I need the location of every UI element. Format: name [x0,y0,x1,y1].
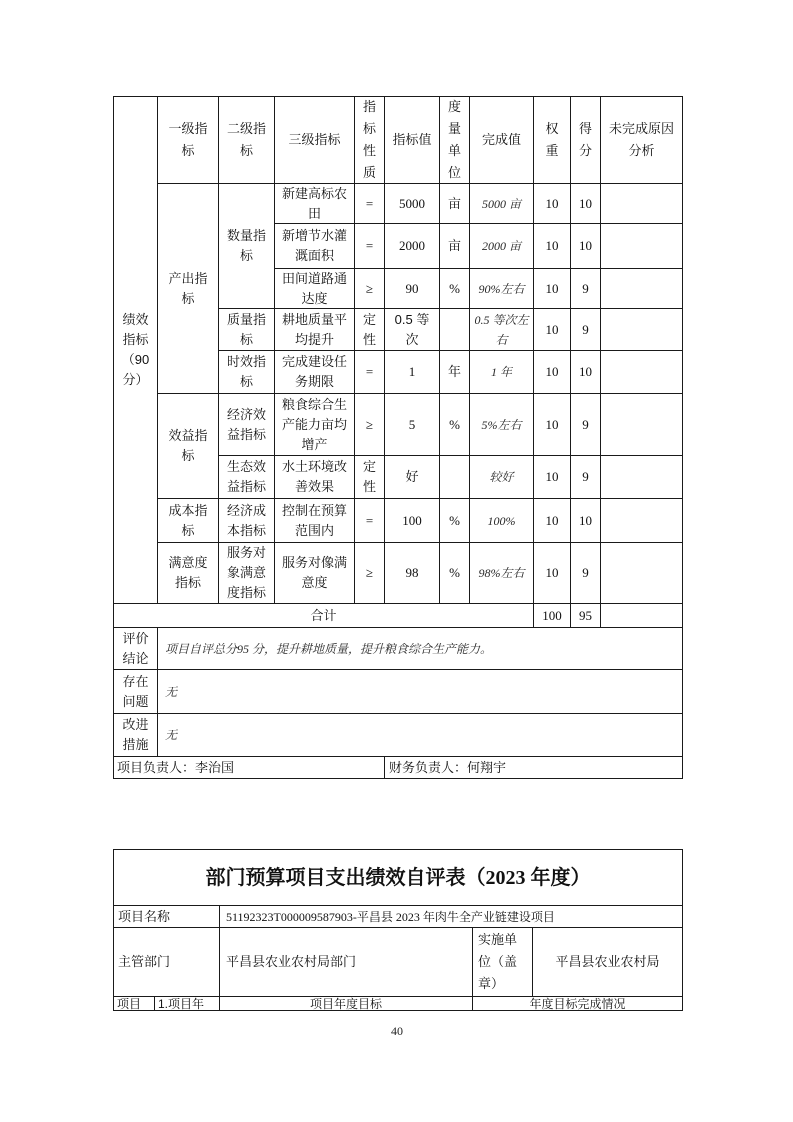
header-nature: 指标性质 [354,96,385,184]
row-score: 10 [570,223,601,269]
level1-cost: 成本指标 [157,498,219,543]
row-unit: 亩 [439,223,470,269]
row-target: 100 [384,498,440,543]
row-target: 好 [384,455,440,499]
improvements-text: 无 [157,713,683,757]
header-score: 得分 [570,96,601,184]
row-completed: 1 年 [469,350,534,394]
row-score: 10 [570,183,601,224]
row-completed: 98%左右 [469,542,534,604]
row-unit: 亩 [439,183,470,224]
problems-text: 无 [157,669,683,714]
level2-economic-cost: 经济成本指标 [218,498,275,543]
row-reason [600,268,683,309]
row-completed: 100% [469,498,534,543]
row-completed: 90%左右 [469,268,534,309]
level2-service-satisfaction: 服务对象满意度指标 [218,542,275,604]
row-nature: = [354,223,385,269]
completion-header: 年度目标完成情况 [472,996,683,1011]
header-unit: 度量单位 [439,96,470,184]
row-level3: 完成建设任务期限 [274,350,355,394]
level1-output: 产出指标 [157,183,219,394]
row-nature: = [354,498,385,543]
row-level3: 耕地质量平均提升 [274,308,355,351]
row-nature: = [354,350,385,394]
row-weight: 10 [533,393,571,456]
row-level3: 新建高标农田 [274,183,355,224]
row-level3: 服务对像满意度 [274,542,355,604]
row-completed: 2000 亩 [469,223,534,269]
total-score: 95 [570,603,601,628]
project-name-value: 51192323T000009587903-平昌县 2023 年肉牛全产业链建设项目 [219,905,683,928]
problems-label: 存在问题 [113,669,158,714]
annual-goal-header: 项目年度目标 [219,996,473,1011]
level1-benefit: 效益指标 [157,393,219,499]
row-completed: 5000 亩 [469,183,534,224]
finance-lead: 财务负责人：何翔宇 [384,756,683,779]
project-name-label: 项目名称 [113,905,220,928]
level2-timeliness: 时效指标 [218,350,275,394]
row-completed: 0.5 等次左右 [469,308,534,351]
header-level3: 三级指标 [274,96,355,184]
row-level3: 水土环境改善效果 [274,455,355,499]
row-score: 9 [570,393,601,456]
header-target: 指标值 [384,96,440,184]
row-reason [600,393,683,456]
row-unit: % [439,268,470,309]
row-nature: 定性 [354,308,385,351]
department-label: 主管部门 [113,927,220,997]
row-completed: 较好 [469,455,534,499]
row-unit: % [439,393,470,456]
row-target: 1 [384,350,440,394]
summary-table [113,849,683,1011]
level2-quantity: 数量指标 [218,183,275,309]
improvements-label: 改进措施 [113,713,158,757]
department-value: 平昌县农业农村局部门 [219,927,473,997]
row-nature: ≥ [354,542,385,604]
category-label: 绩效指标（90分） [113,96,158,604]
row-level3: 新增节水灌溉面积 [274,223,355,269]
row-reason [600,308,683,351]
conclusion-label: 评价结论 [113,627,158,670]
row-reason [600,350,683,394]
level2-quality: 质量指标 [218,308,275,351]
row-score: 9 [570,542,601,604]
row-nature: = [354,183,385,224]
row-nature: ≥ [354,268,385,309]
header-completed: 完成值 [469,96,534,184]
row-level3: 控制在预算范围内 [274,498,355,543]
row-unit [439,455,470,499]
row-score: 10 [570,350,601,394]
row-reason [600,498,683,543]
row-target: 5 [384,393,440,456]
page-number: 40 [391,1024,403,1038]
header-reason: 未完成原因分析 [600,96,683,184]
row-reason [600,542,683,604]
row-weight: 10 [533,455,571,499]
implementer-value: 平昌县农业农村局 [532,927,683,997]
row-completed: 5%左右 [469,393,534,456]
indicator-table [113,96,683,779]
row-reason [600,455,683,499]
level2-economic-benefit: 经济效益指标 [218,393,275,456]
row-weight: 10 [533,183,571,224]
row-unit: 年 [439,350,470,394]
conclusion-text: 项目自评总分95 分，提升耕地质量，提升粮食综合生产能力。 [157,627,683,670]
row-target: 98 [384,542,440,604]
row-weight: 10 [533,268,571,309]
summary-title: 部门预算项目支出绩效自评表（2023 年度） [113,849,683,906]
row-weight: 10 [533,308,571,351]
total-label: 合计 [113,603,534,628]
row-level3: 田间道路通达度 [274,268,355,309]
row-target: 2000 [384,223,440,269]
row-score: 9 [570,268,601,309]
row-reason [600,223,683,269]
goal-row-sublabel: 1.项目年 [154,996,220,1011]
project-lead: 项目负责人：李治国 [113,756,385,779]
level1-satisfaction: 满意度指标 [157,542,219,604]
implementer-label: 实施单位（盖章） [472,927,533,997]
row-reason [600,183,683,224]
goal-row-label: 项目 [113,996,155,1011]
row-level3: 粮食综合生产能力亩均增产 [274,393,355,456]
total-reason [600,603,683,628]
header-weight: 权重 [533,96,571,184]
header-level2: 二级指标 [218,96,275,184]
row-weight: 10 [533,350,571,394]
row-unit [439,308,470,351]
row-nature: ≥ [354,393,385,456]
row-score: 9 [570,308,601,351]
row-unit: % [439,498,470,543]
header-level1: 一级指标 [157,96,219,184]
row-target: 0.5 等次 [384,308,440,351]
level2-ecological-benefit: 生态效益指标 [218,455,275,499]
row-score: 9 [570,455,601,499]
row-unit: % [439,542,470,604]
row-weight: 10 [533,223,571,269]
row-score: 10 [570,498,601,543]
total-weight: 100 [533,603,571,628]
row-nature: 定性 [354,455,385,499]
row-target: 5000 [384,183,440,224]
row-target: 90 [384,268,440,309]
row-weight: 10 [533,542,571,604]
row-weight: 10 [533,498,571,543]
